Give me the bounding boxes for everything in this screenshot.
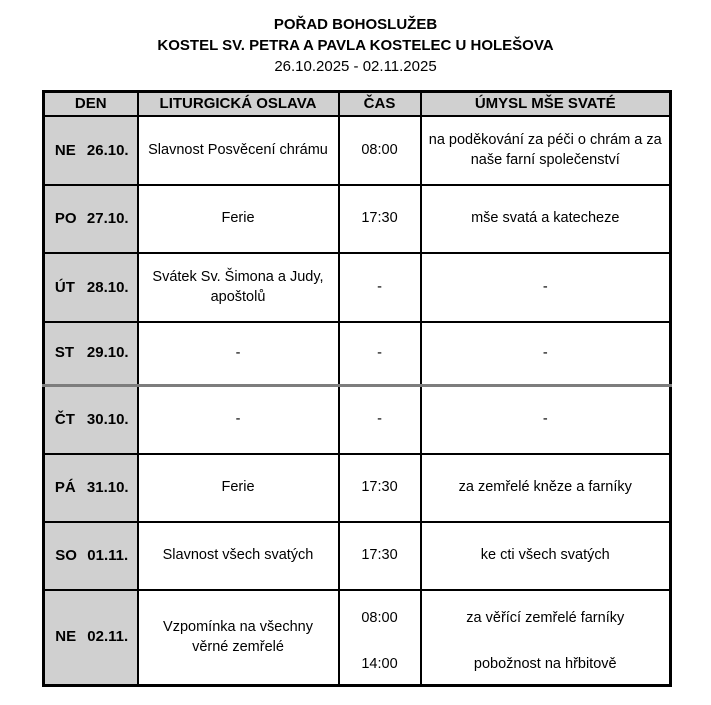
time-cell: - xyxy=(339,385,421,454)
time-cell: 17:30 xyxy=(339,185,421,253)
intention-entry: pobožnost na hřbitově xyxy=(473,656,617,673)
document-header xyxy=(0,0,711,77)
intention-cell: na poděkování za péči o chrám a za naše farní společenství xyxy=(421,116,671,185)
day-cell xyxy=(44,322,138,385)
celebration-cell: - xyxy=(138,385,339,454)
intention-cell xyxy=(421,590,671,685)
time-list xyxy=(344,592,416,683)
table-row-ne-26-10 xyxy=(44,116,671,185)
day-cell xyxy=(44,522,138,590)
table-row-so-01-11 xyxy=(44,522,671,590)
day-date: 27.10. xyxy=(86,210,129,228)
day-abbrev: PÁ xyxy=(54,479,76,497)
day-date: 28.10. xyxy=(86,278,129,296)
time-cell: - xyxy=(339,253,421,322)
day-date: 30.10. xyxy=(86,410,129,428)
day-label xyxy=(47,627,135,647)
time-cell xyxy=(339,590,421,685)
column-header-liturgicka-oslava: LITURGICKÁ OSLAVA xyxy=(138,92,339,117)
column-header-den: DEN xyxy=(44,92,138,117)
intention-cell: ke cti všech svatých xyxy=(421,522,671,590)
table-row-ct-30-10 xyxy=(44,385,671,454)
time-entry: 08:00 xyxy=(361,610,398,626)
day-label xyxy=(47,546,135,566)
day-cell xyxy=(44,253,138,322)
intention-cell: - xyxy=(421,322,671,385)
column-header-umysl: ÚMYSL MŠE SVATÉ xyxy=(421,92,671,117)
table-row-po-27-10 xyxy=(44,185,671,253)
day-cell xyxy=(44,590,138,685)
table-row-ne-02-11 xyxy=(44,590,671,685)
intention-list xyxy=(426,592,666,683)
intention-cell: mše svatá a katecheze xyxy=(421,185,671,253)
day-abbrev: ST xyxy=(54,344,75,362)
day-date: 29.10. xyxy=(86,344,129,362)
page-title: POŘAD BOHOSLUŽEB xyxy=(273,16,438,33)
day-abbrev: NE xyxy=(54,141,76,159)
day-date: 01.11. xyxy=(87,547,129,565)
day-label xyxy=(47,209,135,229)
celebration-cell: Svátek Sv. Šimona a Judy, apoštolů xyxy=(138,253,339,322)
celebration-cell: Slavnost Posvěcení chrámu xyxy=(138,116,339,185)
table-row-pa-31-10 xyxy=(44,454,671,522)
day-abbrev: PO xyxy=(54,210,77,228)
celebration-cell: - xyxy=(138,322,339,385)
day-label xyxy=(47,141,135,161)
celebration-cell: Slavnost všech svatých xyxy=(138,522,339,590)
column-header-cas: ČAS xyxy=(339,92,421,117)
day-abbrev: NE xyxy=(55,628,77,646)
celebration-cell: Vzpomínka na všechny věrné zemřelé xyxy=(138,590,339,685)
celebration-cell: Ferie xyxy=(138,454,339,522)
day-cell xyxy=(44,454,138,522)
time-entry: 14:00 xyxy=(361,656,398,673)
day-label xyxy=(47,478,135,498)
page-subtitle: KOSTEL SV. PETRA A PAVLA KOSTELEC U HOLEŠOVA xyxy=(157,37,554,54)
schedule-table xyxy=(42,90,672,687)
intention-cell: - xyxy=(421,253,671,322)
time-cell: 08:00 xyxy=(339,116,421,185)
day-abbrev: ÚT xyxy=(54,278,75,296)
time-cell: 17:30 xyxy=(339,454,421,522)
day-date: 26.10. xyxy=(86,141,129,159)
celebration-cell: Ferie xyxy=(138,185,339,253)
intention-cell: za zemřelé kněze a farníky xyxy=(421,454,671,522)
day-date: 02.11. xyxy=(87,628,129,646)
day-label xyxy=(47,410,135,430)
day-label xyxy=(47,343,135,363)
time-cell: - xyxy=(339,322,421,385)
time-cell: 17:30 xyxy=(339,522,421,590)
day-label xyxy=(47,278,135,298)
table-row-ut-28-10 xyxy=(44,253,671,322)
intention-entry: za věřící zemřelé farníky xyxy=(466,610,625,626)
day-cell xyxy=(44,116,138,185)
date-range: 26.10.2025 - 02.11.2025 xyxy=(274,58,437,75)
day-date: 31.10. xyxy=(86,479,129,497)
header-row xyxy=(44,92,671,117)
intention-cell: - xyxy=(421,385,671,454)
day-abbrev: ČT xyxy=(54,410,75,428)
day-abbrev: SO xyxy=(55,547,77,565)
table-row-st-29-10 xyxy=(44,322,671,385)
day-cell xyxy=(44,185,138,253)
day-cell xyxy=(44,385,138,454)
